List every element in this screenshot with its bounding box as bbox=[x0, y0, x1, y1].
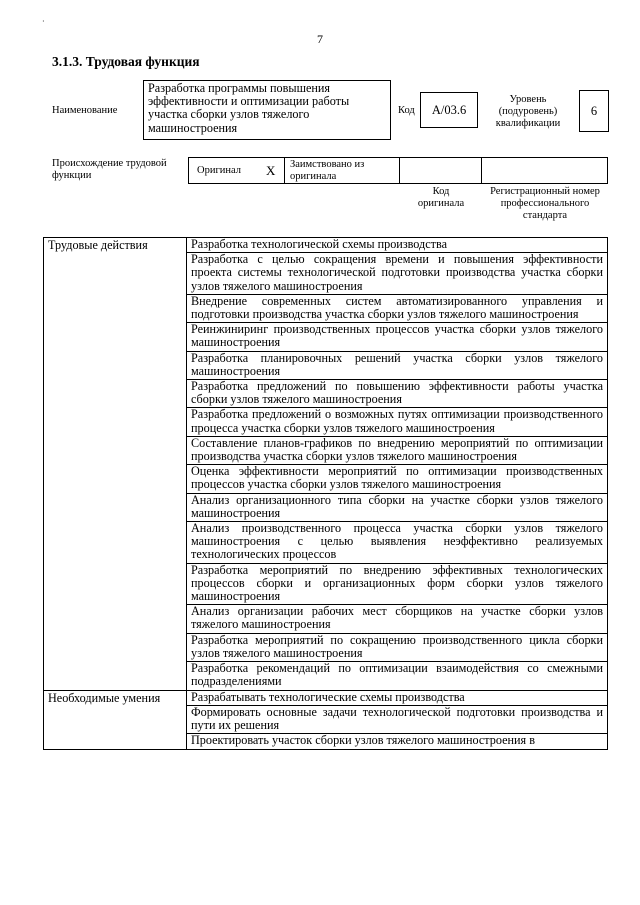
cut-cell-text: Проектировать участок сборки узлов тяжелого машиностроения в bbox=[191, 734, 535, 748]
section-label: Необходимые умения bbox=[44, 690, 187, 750]
table-cell: Разработка рекомендаций по оптимизации взаимодействия со смежными подразделениями bbox=[187, 662, 608, 690]
level-label: Уровень (подуровень) квалификации bbox=[495, 94, 561, 129]
table-cell: Разработка планировочных решений участка сборки узлов тяжелого машиностроения bbox=[187, 351, 608, 379]
table-cell: Составление планов-графиков по внедрению мероприятий по оптимизации производства участка сборки узлов тяжелого машиностроения bbox=[187, 436, 608, 464]
borrowed-label: Заимствовано из оригинала bbox=[290, 159, 365, 182]
table-cell: Анализ организации рабочих мест сборщиков на участке сборки узлов тяжелого машиностроения bbox=[187, 605, 608, 633]
table-row bbox=[44, 238, 608, 253]
code-original-caption: Код оригинала bbox=[417, 186, 465, 209]
original-label: Оригинал bbox=[197, 165, 241, 176]
table-cell: Разработка с целью сокращения времени и повышения эффективности проекта системы технологической подготовки производства участка сборки узлов тяжелого машиностроения bbox=[187, 253, 608, 295]
code-label: Код bbox=[398, 105, 415, 116]
function-name-box: Разработка программы повышения эффективности и оптимизации работы участка сборки узлов тяжелого машиностроения bbox=[143, 80, 391, 140]
origin-table bbox=[188, 157, 608, 184]
table-cell: Анализ организационного типа сборки на участке сборки узлов тяжелого машиностроения bbox=[187, 493, 608, 521]
table-row bbox=[44, 690, 608, 705]
table-cell: Реинжиниринг производственных процессов участка сборки узлов тяжелого машиностроения bbox=[187, 323, 608, 351]
table-cell: Разработка предложений по повышению эффективности работы участка сборки узлов тяжелого машиностроения bbox=[187, 380, 608, 408]
table-cell: Оценка эффективности мероприятий по оптимизации производственных процессов участка сборки узлов тяжелого машиностроения bbox=[187, 465, 608, 493]
table-cell: Разрабатывать технологические схемы производства bbox=[187, 690, 608, 705]
reg-number-caption: Регистрационный номер профессионального стандарта bbox=[490, 186, 600, 221]
level-value-box: 6 bbox=[579, 90, 609, 132]
scan-mark: · bbox=[42, 17, 45, 26]
table-cell: Формировать основные задачи технологической подготовки производства и пути их решения bbox=[187, 705, 608, 733]
code-value-box: А/03.6 bbox=[420, 92, 478, 128]
table-cell: Разработка мероприятий по внедрению эффективных технологических процессов сборки и организационных форм сборки узлов тяжелого машиностроения bbox=[187, 563, 608, 605]
table-cell: Анализ производственного процесса участка сборки узлов тяжелого машиностроения с целью выявления неэффективно реализуемых технологических процессов bbox=[187, 522, 608, 564]
table-cell: Разработка мероприятий по сокращению производственного цикла сборки узлов тяжелого машиностроения bbox=[187, 633, 608, 661]
table-cell: Разработка предложений о возможных путях оптимизации производственного процесса участка сборки узлов тяжелого машиностроения bbox=[187, 408, 608, 436]
table-cell: Внедрение современных систем автоматизированного управления и подготовки производства участка сборки узлов тяжелого машиностроения bbox=[187, 294, 608, 322]
section-title: 3.1.3. Трудовая функция bbox=[52, 54, 200, 69]
section-label: Трудовые действия bbox=[44, 238, 187, 691]
table-cell: Разработка технологической схемы производства bbox=[187, 238, 608, 253]
function-details-table bbox=[43, 237, 608, 750]
original-mark: X bbox=[266, 163, 276, 178]
origin-label: Происхождение трудовой функции bbox=[52, 158, 167, 181]
page-number: 7 bbox=[317, 32, 323, 46]
table-cell bbox=[187, 734, 608, 750]
name-label: Наименование bbox=[52, 105, 118, 116]
